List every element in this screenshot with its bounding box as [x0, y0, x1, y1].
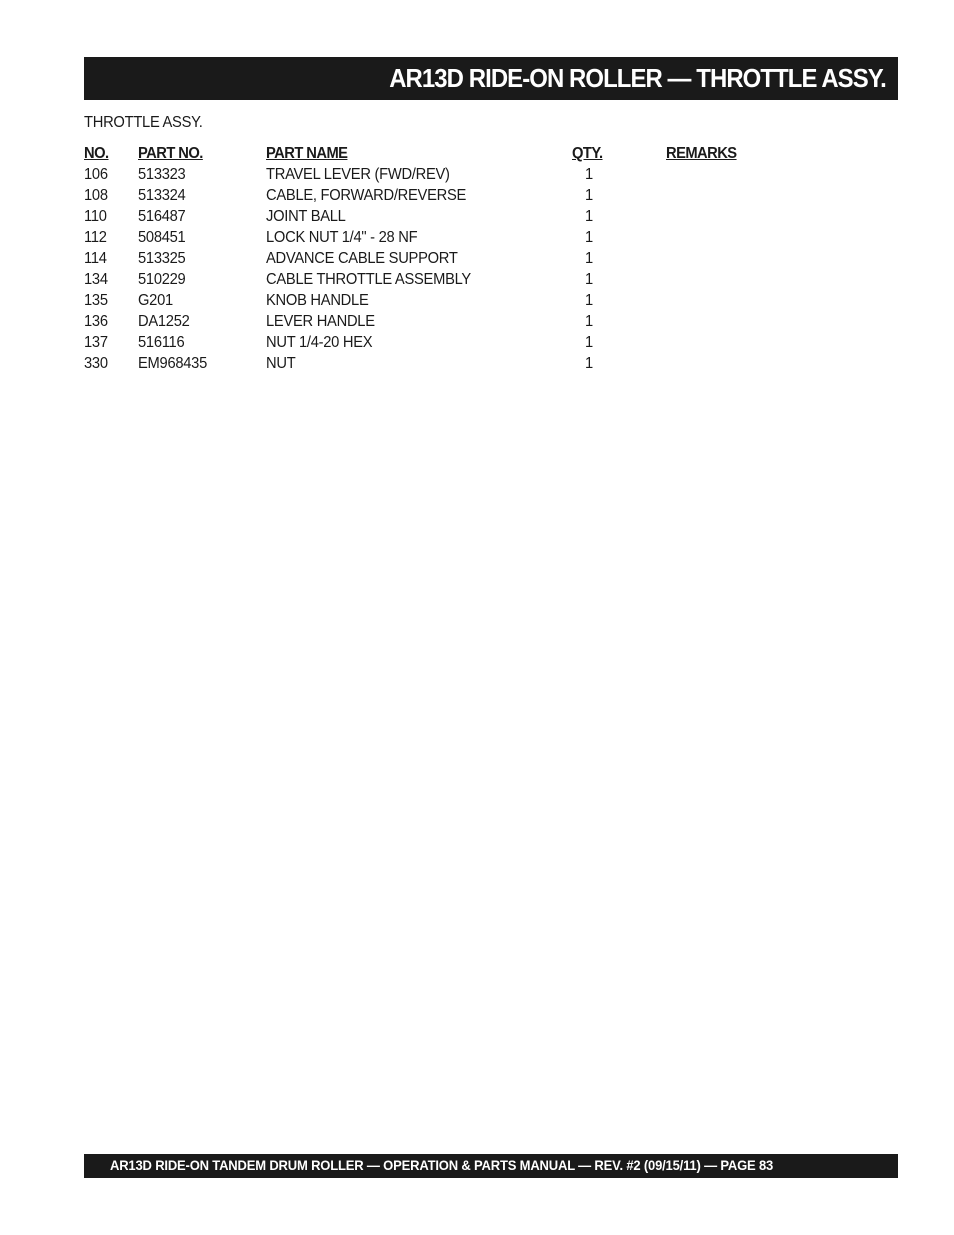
cell-qty: 1 — [585, 166, 593, 183]
cell-qty: 1 — [585, 292, 593, 309]
cell-part-no: 516116 — [138, 334, 185, 351]
cell-part-name: LEVER HANDLE — [266, 313, 375, 330]
cell-part-no: 508451 — [138, 229, 186, 246]
cell-part-name: KNOB HANDLE — [266, 292, 369, 309]
cell-qty: 1 — [585, 229, 593, 246]
cell-part-no: G201 — [138, 292, 173, 309]
cell-part-name: TRAVEL LEVER (FWD/REV) — [266, 166, 450, 183]
table-row — [84, 206, 784, 227]
table-header-row — [84, 143, 784, 164]
cell-part-name: NUT 1/4-20 HEX — [266, 334, 373, 351]
table-row — [84, 290, 784, 311]
cell-item-no: 112 — [84, 229, 107, 246]
cell-part-no: EM968435 — [138, 355, 207, 372]
column-header-no: NO. — [84, 145, 109, 162]
page-header-bar — [84, 57, 898, 100]
table-row — [84, 248, 784, 269]
table-row — [84, 332, 784, 353]
cell-part-name: CABLE, FORWARD/REVERSE — [266, 187, 467, 204]
cell-item-no: 137 — [84, 334, 108, 351]
cell-qty: 1 — [585, 271, 593, 288]
page-footer-bar — [84, 1154, 898, 1178]
column-header-part-no: PART NO. — [138, 145, 203, 162]
parts-table — [84, 143, 784, 374]
cell-item-no: 110 — [84, 208, 107, 225]
cell-item-no: 114 — [84, 250, 107, 267]
cell-item-no: 106 — [84, 166, 108, 183]
cell-part-name: NUT — [266, 355, 296, 372]
column-header-qty: QTY. — [572, 145, 603, 162]
table-row — [84, 353, 784, 374]
cell-part-no: DA1252 — [138, 313, 190, 330]
cell-qty: 1 — [585, 208, 593, 225]
cell-item-no: 134 — [84, 271, 108, 288]
cell-part-name: JOINT BALL — [266, 208, 346, 225]
cell-item-no: 330 — [84, 355, 108, 372]
cell-item-no: 135 — [84, 292, 108, 309]
cell-part-no: 513325 — [138, 250, 186, 267]
cell-part-no: 513323 — [138, 166, 186, 183]
cell-item-no: 136 — [84, 313, 108, 330]
cell-item-no: 108 — [84, 187, 108, 204]
cell-part-name: LOCK NUT 1/4" - 28 NF — [266, 229, 418, 246]
column-header-remarks: REMARKS — [666, 145, 737, 162]
cell-part-name: ADVANCE CABLE SUPPORT — [266, 250, 458, 267]
cell-part-no: 510229 — [138, 271, 186, 288]
cell-qty: 1 — [585, 334, 593, 351]
column-header-part-name: PART NAME — [266, 145, 348, 162]
cell-qty: 1 — [585, 313, 593, 330]
cell-qty: 1 — [585, 187, 593, 204]
table-body — [84, 164, 784, 374]
cell-qty: 1 — [585, 355, 593, 372]
table-row — [84, 185, 784, 206]
section-title: THROTTLE ASSY. — [84, 114, 203, 131]
table-row — [84, 227, 784, 248]
cell-part-name: CABLE THROTTLE ASSEMBLY — [266, 271, 471, 288]
cell-part-no: 516487 — [138, 208, 186, 225]
cell-part-no: 513324 — [138, 187, 186, 204]
table-row — [84, 164, 784, 185]
page-title: AR13D RIDE-ON ROLLER — THROTTLE ASSY. — [389, 63, 886, 93]
cell-qty: 1 — [585, 250, 593, 267]
table-row — [84, 311, 784, 332]
page-footer-text: AR13D RIDE-ON TANDEM DRUM ROLLER — OPERATION & PARTS MANUAL — REV. #2 (09/15/11) — PAGE 83 — [110, 1157, 774, 1173]
table-row — [84, 269, 784, 290]
